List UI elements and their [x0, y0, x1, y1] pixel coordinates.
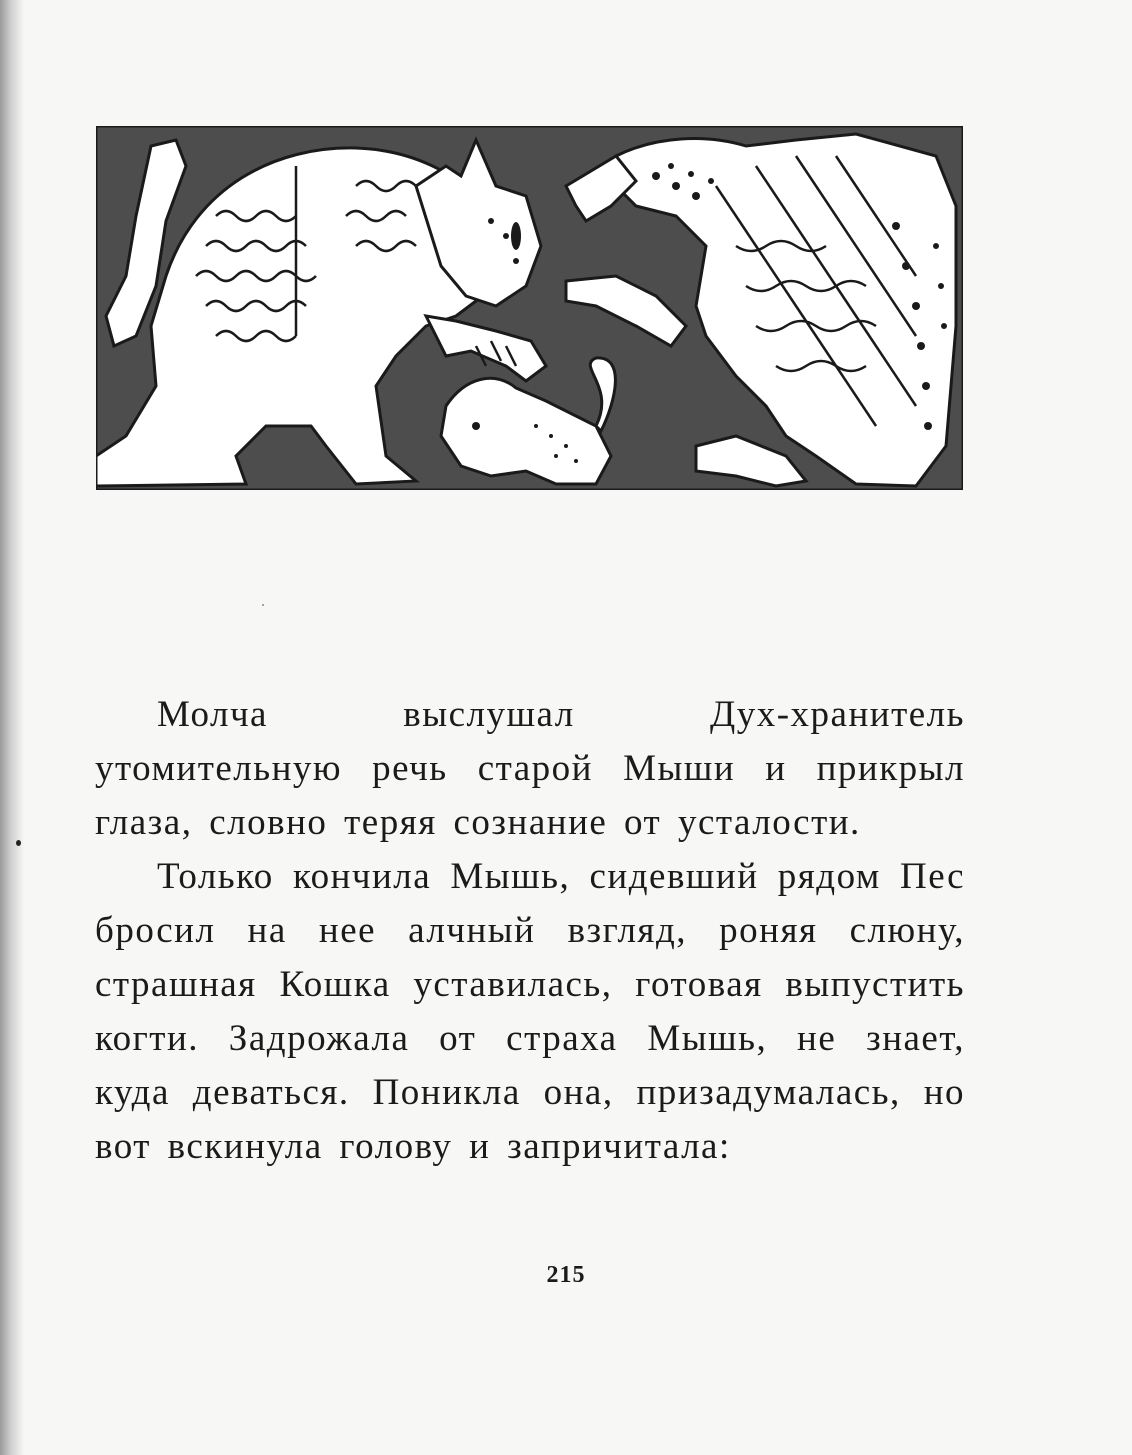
paragraph: Только кончила Мышь, сидевший рядом Пес бросил на нее алчный взгляд, роняя слюну, страшная Кошка уставилась, готовая выпустить когти. Задрожала от страха Мышь, не знает, куда деваться. Поникла она, призадумалась, но вот вскинула голову и запричитала: [95, 856, 965, 1167]
illustration [96, 126, 963, 490]
paragraph: Молча выслушал Дух-хранитель утомительную речь старой Мыши и прикрыл глаза, словно теряя сознание от усталости. [95, 694, 965, 843]
body-text [95, 688, 965, 1174]
ink-speck [262, 604, 264, 606]
cat-mouse-bird-engraving-icon [96, 126, 963, 490]
page-number: 215 [546, 1262, 586, 1288]
ink-speck [16, 840, 21, 846]
page-edge-shadow [0, 0, 24, 1455]
